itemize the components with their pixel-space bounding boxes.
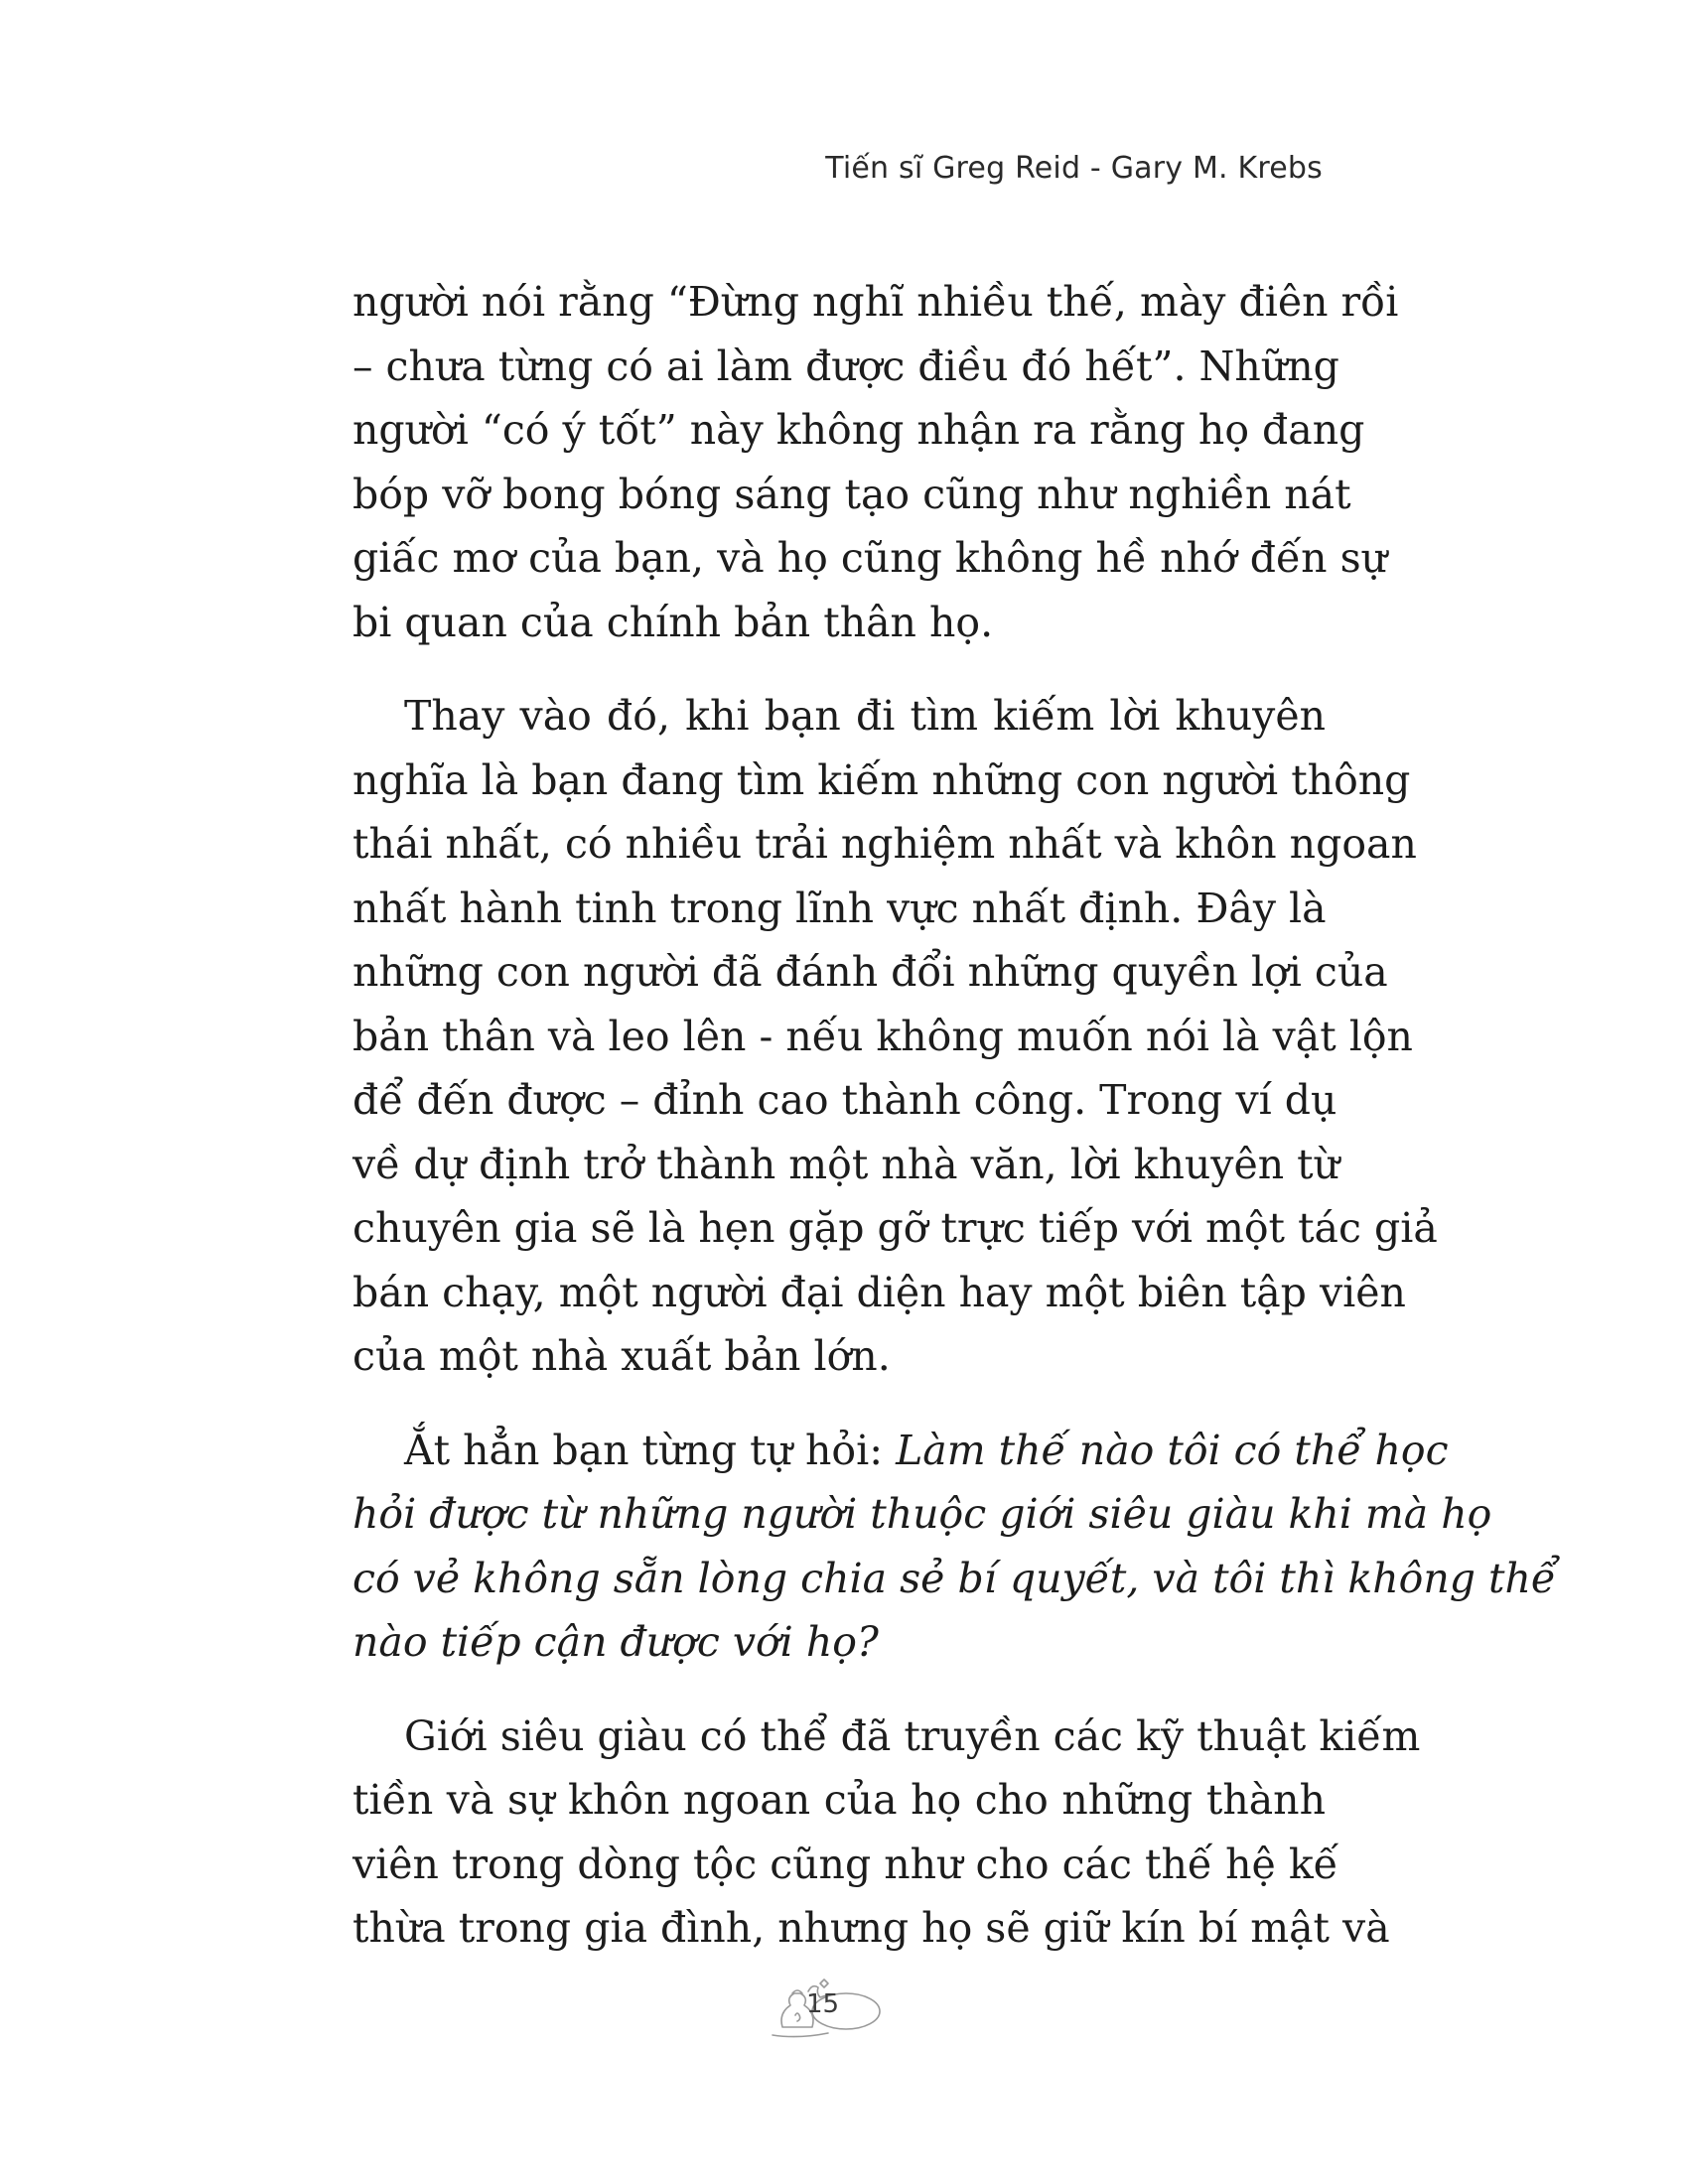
- text-line: thừa trong gia đình, nhưng họ sẽ giữ kín bí mật và: [352, 1904, 1390, 1952]
- paragraph-3: [352, 1419, 1557, 1675]
- paragraph-1: [352, 270, 1399, 654]
- text-line: bán chạy, một người đại diện hay một biên tập viên: [352, 1268, 1406, 1316]
- paragraph-2: [352, 684, 1438, 1389]
- italic-question-line: có vẻ không sẵn lòng chia sẻ bí quyết, và tôi thì không thể: [352, 1554, 1557, 1602]
- text-line: người “có ý tốt” này không nhận ra rằng họ đang: [352, 406, 1365, 454]
- italic-question-line: hỏi được từ những người thuộc giới siêu giàu khi mà họ: [352, 1490, 1492, 1538]
- text-line: của một nhà xuất bản lớn.: [352, 1332, 891, 1380]
- text-line: giấc mơ của bạn, và họ cũng không hề nhớ đến sự: [352, 534, 1388, 582]
- text-line: Thay vào đó, khi bạn đi tìm kiếm lời khuyên: [404, 692, 1326, 740]
- text-line: về dự định trở thành một nhà văn, lời khuyên từ: [352, 1140, 1340, 1188]
- text-line: viên trong dòng tộc cũng như cho các thế hệ kế: [352, 1840, 1338, 1888]
- body-text: [352, 270, 1557, 1961]
- page-number: 15: [806, 1989, 840, 2019]
- question-lead-in: Ắt hẳn bạn từng tự hỏi:: [404, 1426, 897, 1474]
- text-line: – chưa từng có ai làm được điều đó hết”. Những: [352, 341, 1339, 390]
- italic-question: Làm thế nào tôi có thể học: [896, 1426, 1449, 1474]
- italic-question-line: nào tiếp cận được với họ?: [352, 1618, 879, 1666]
- text-line: nghĩa là bạn đang tìm kiếm những con người thông: [352, 755, 1411, 804]
- text-line: bóp vỡ bong bóng sáng tạo cũng như nghiền nát: [352, 470, 1351, 518]
- text-line: những con người đã đánh đổi những quyền lợi của: [352, 948, 1388, 996]
- paragraph-4: [352, 1705, 1421, 1961]
- text-line: thái nhất, có nhiều trải nghiệm nhất và khôn ngoan: [352, 820, 1417, 868]
- text-line: bi quan của chính bản thân họ.: [352, 598, 994, 646]
- text-line: nhất hành tinh trong lĩnh vực nhất định. Đây là: [352, 884, 1327, 932]
- text-line: người nói rằng “Đừng nghĩ nhiều thế, mày điên rồi: [352, 278, 1399, 326]
- text-line: chuyên gia sẽ là hẹn gặp gỡ trực tiếp với một tác giả: [352, 1204, 1438, 1252]
- text-line: tiền và sự khôn ngoan của họ cho những thành: [352, 1776, 1326, 1824]
- text-line: bản thân và leo lên - nếu không muốn nói là vật lộn: [352, 1012, 1413, 1060]
- text-line: để đến được – đỉnh cao thành công. Trong ví dụ: [352, 1076, 1337, 1124]
- text-line: Giới siêu giàu có thể đã truyền các kỹ thuật kiếm: [404, 1711, 1421, 1760]
- text-line: [352, 1419, 1449, 1483]
- running-header: Tiến sĩ Greg Reid - Gary M. Krebs: [825, 151, 1323, 186]
